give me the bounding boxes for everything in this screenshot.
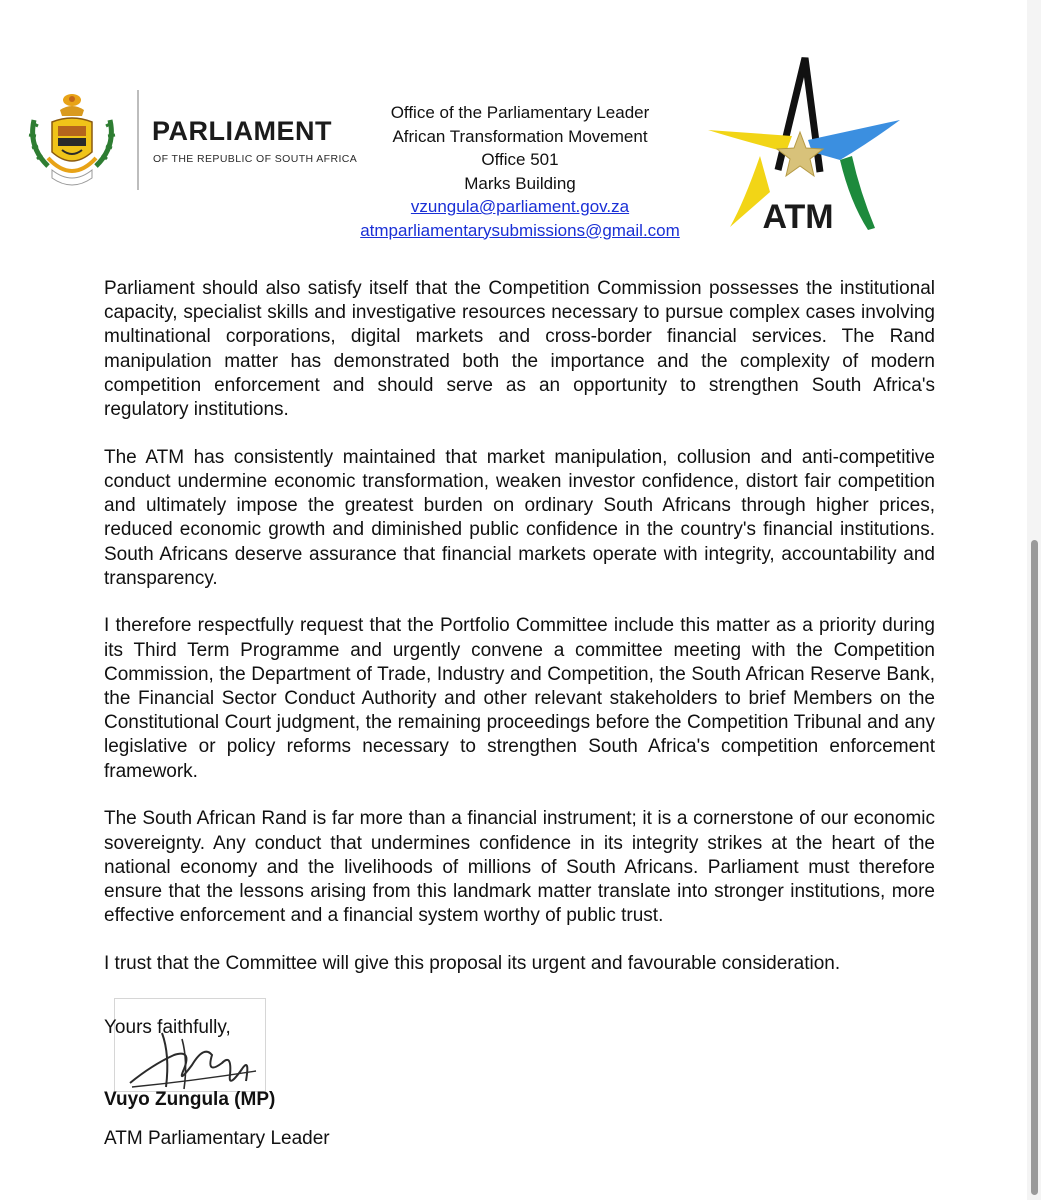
signer-name: Vuyo Zungula (MP) [104,1089,276,1110]
email-link-parliament[interactable]: vzungula@parliament.gov.za [410,197,630,216]
body-paragraph: I therefore respectfully request that the Portfolio Committee include this matter as a priority during its Third Term Programme and urgently convene a committee meeting with the Competition Commission, the Department of Trade, Industry and Competition, the South African Reserve Bank, the Financial Sector Conduct Authority and other relevant stakeholders to brief Members on the Constitutional Court judgment, the remaining proceedings before the Competition Tribunal and any legislative or policy reforms necessary to strengthen South Africa's competition enforcement framework. [104,615,935,782]
address-line: Office of the Parliamentary Leader [390,103,650,122]
office-address [300,101,740,242]
letterhead-divider [137,90,139,190]
signer-role: ATM Parliamentary Leader [104,1128,330,1149]
body-paragraph: Parliament should also satisfy itself that the Competition Commission possesses the institutional capacity, specialist skills and investigative resources necessary to pursue complex cases involving multinational corporations, digital markets and cross-border financial services. The Rand manipulation matter has demonstrated both the importance and the complexity of modern competition enforcement and should serve as an opportunity to strengthen South Africa's regulatory institutions. [104,278,935,421]
letter-body [104,277,935,1000]
parliament-subtitle: OF THE REPUBLIC OF SOUTH AFRICA [153,153,358,165]
parliament-name: PARLIAMENT [152,116,332,146]
parliament-coat-of-arms-icon [22,92,122,192]
address-line: Office 501 [481,150,559,169]
address-line: Marks Building [464,173,576,193]
body-paragraph: The ATM has consistently maintained that market manipulation, collusion and anti-competitive conduct undermine economic transformation, weaken investor confidence, distort fair competition and ultimately impose the greatest burden on ordinary South Africans through higher prices, reduced economic growth and diminished public confidence in the country's financial institutions. South Africans deserve assurance that financial markets operate with integrity, accountability and transparency. [104,446,935,589]
scrollbar-thumb[interactable] [1031,540,1038,1195]
atm-star-logo-icon [700,52,910,242]
scrollbar-track[interactable] [1027,0,1041,1200]
handwritten-signature-icon [122,1025,262,1097]
body-paragraph: The South African Rand is far more than a financial instrument; it is a cornerstone of our economic sovereignty. Any conduct that undermines confidence in its integrity strikes at the heart of the national economy and the livelihoods of millions of South Africans. Parliament must therefore ensure that the lessons arising from this landmark matter translate into stronger institutions, more effective enforcement and a financial system worthy of public trust. [104,808,935,927]
address-line: African Transformation Movement [392,126,648,146]
closing-salutation: Yours faithfully, [104,1017,231,1038]
atm-logo-text: ATM [762,198,834,236]
body-paragraph: I trust that the Committee will give this proposal its urgent and favourable consideration. [104,952,841,974]
email-link-submissions[interactable]: atmparliamentarysubmissions@gmail.com [360,220,680,240]
